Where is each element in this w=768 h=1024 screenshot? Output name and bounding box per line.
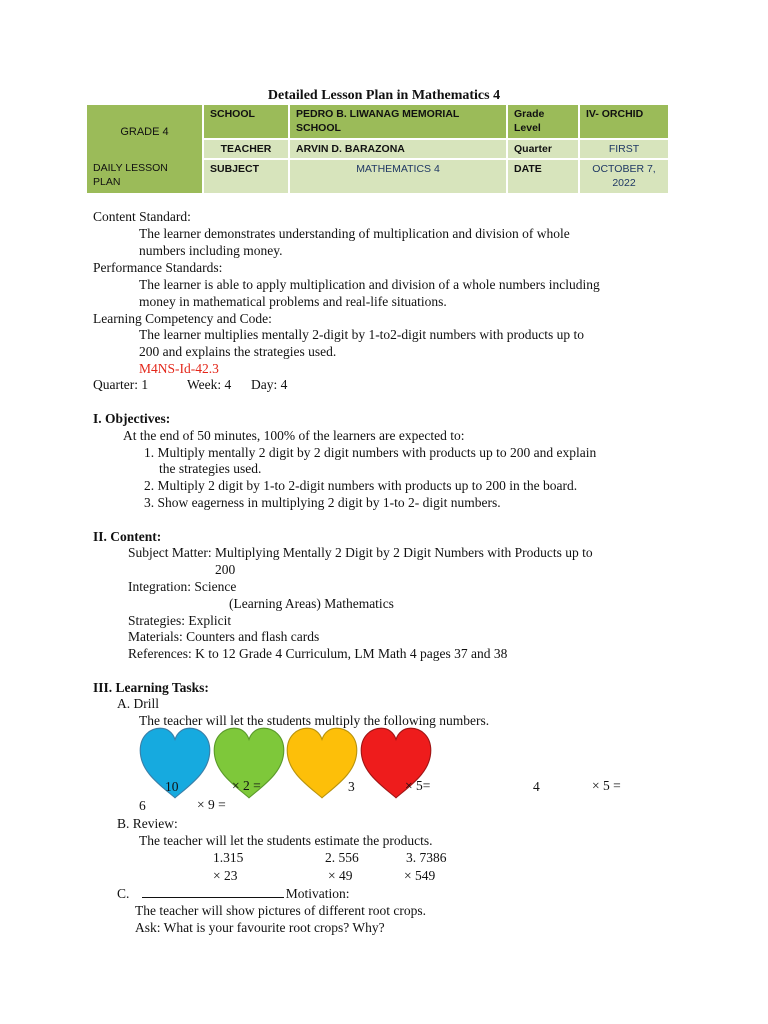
quarter-info: Quarter: 1 — [93, 377, 149, 392]
lesson-header-table — [87, 105, 668, 193]
review-label: B. Review: — [117, 816, 178, 831]
review-item-1-multiplier: × 23 — [213, 868, 238, 883]
review-item-3-multiplier: × 549 — [404, 868, 436, 883]
materials: Materials: Counters and flash cards — [128, 629, 320, 644]
week-info: Week: 4 — [187, 377, 232, 392]
review-item-3: 3. 7386 — [406, 850, 447, 865]
references: References: K to 12 Grade 4 Curriculum, LM Math 4 pages 37 and 38 — [128, 646, 508, 661]
strategies: Strategies: Explicit — [128, 613, 232, 628]
page-title: Detailed Lesson Plan in Mathematics 4 — [267, 88, 501, 103]
day-info: Day: 4 — [251, 377, 288, 392]
drill-label: A. Drill — [117, 696, 159, 711]
motivation-label: Motivation: — [285, 886, 350, 901]
objectives-heading: I. Objectives: — [93, 411, 171, 426]
review-item-2-multiplier: × 49 — [328, 868, 353, 883]
drill-number-1: 10 — [165, 779, 179, 794]
performance-standards-text-2: money in mathematical problems and real-life situations. — [139, 294, 447, 309]
quarter-label: Quarter — [507, 139, 579, 159]
drill-multiplier-1: × 2 = — [232, 778, 261, 793]
objective-item-3: 3. Show eagerness in multiplying 2 digit by 1-to 2- digit numbers. — [144, 495, 501, 510]
subject-value: MATHEMATICS 4 — [289, 159, 507, 193]
teacher-label: TEACHER — [203, 139, 289, 159]
grade-level-value: IV- ORCHID — [579, 105, 668, 139]
school-value: PEDRO B. LIWANAG MEMORIAL SCHOOL — [289, 105, 507, 139]
drill-number-3: 4 — [533, 779, 540, 794]
competency-text: The learner multiplies mentally 2-digit by 1-to2-digit numbers with products up to — [139, 327, 585, 342]
integration: Integration: Science — [128, 579, 237, 594]
objectives-intro: At the end of 50 minutes, 100% of the learners are expected to: — [123, 428, 465, 443]
subject-matter-cont: 200 — [215, 562, 236, 577]
motivation-blank — [142, 886, 284, 898]
review-text: The teacher will let the students estimate the products. — [139, 833, 433, 848]
drill-number-2: 3 — [348, 779, 355, 794]
grade-level-label: Grade Level — [507, 105, 579, 139]
competency-text-2: 200 and explains the strategies used. — [139, 344, 337, 359]
drill-number-4: 6 — [139, 798, 146, 813]
date-value: OCTOBER 7, 2022 — [579, 159, 668, 193]
performance-standards-text: The learner is able to apply multiplication and division of a whole numbers including — [139, 277, 600, 292]
learning-areas: (Learning Areas) Mathematics — [229, 596, 394, 611]
objective-item-1-cont: the strategies used. — [159, 461, 262, 476]
content-standard-text-2: numbers including money. — [139, 243, 283, 258]
competency-code: M4NS-Id-42.3 — [139, 361, 219, 376]
competency-label: Learning Competency and Code: — [93, 311, 272, 326]
motivation-line — [117, 885, 350, 902]
motivation-prefix: C. — [117, 886, 130, 901]
daily-lesson-plan-label: DAILY LESSON PLAN — [87, 159, 203, 193]
review-item-1: 1.315 — [213, 850, 244, 865]
content-heading: II. Content: — [93, 529, 162, 544]
subject-matter: Subject Matter: Multiplying Mentally 2 Digit by 2 Digit Numbers with Products up to — [128, 545, 593, 560]
date-label: DATE — [507, 159, 579, 193]
grade-cell — [87, 105, 203, 159]
motivation-text: The teacher will show pictures of different root crops. — [135, 903, 427, 918]
drill-text: The teacher will let the students multiply the following numbers. — [139, 713, 490, 728]
objective-item-2: 2. Multiply 2 digit by 1-to 2-digit numbers with products up to 200 in the board. — [144, 478, 578, 493]
subject-label: SUBJECT — [203, 159, 289, 193]
teacher-value: ARVIN D. BARAZONA — [289, 139, 507, 159]
quarter-value: FIRST — [579, 139, 668, 159]
performance-standards-label: Performance Standards: — [93, 260, 223, 275]
drill-multiplier-3: × 5 = — [592, 778, 621, 793]
objective-item-1: 1. Multiply mentally 2 digit by 2 digit numbers with products up to 200 and explain — [144, 445, 597, 460]
content-standard-label: Content Standard: — [93, 209, 191, 224]
learning-tasks-heading: III. Learning Tasks: — [93, 680, 209, 695]
ask-text: Ask: What is your favourite root crops? Why? — [135, 920, 385, 935]
school-label: SCHOOL — [203, 105, 289, 139]
review-item-2: 2. 556 — [325, 850, 359, 865]
grade-label: GRADE 4 — [120, 126, 169, 138]
drill-multiplier-2: × 5= — [405, 778, 431, 793]
drill-multiplier-4: × 9 = — [197, 797, 226, 812]
content-standard-text: The learner demonstrates understanding of multiplication and division of whole — [139, 226, 570, 241]
